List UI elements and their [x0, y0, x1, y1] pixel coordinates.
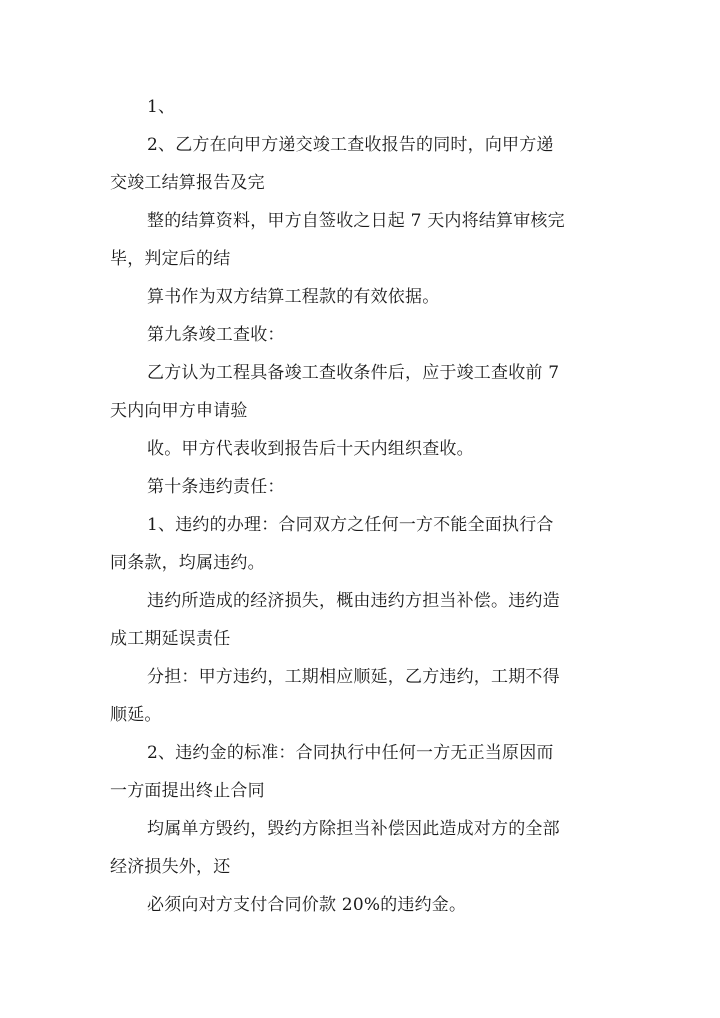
doc-line: 违约所造成的经济损失，概由违约方担当补偿。违约造	[147, 591, 560, 611]
doc-line: 天内向甲方申请验	[110, 401, 248, 421]
doc-line: 均属单方毁约，毁约方除担当补偿因此造成对方的全部	[147, 819, 560, 839]
doc-line: 同条款，均属违约。	[110, 553, 265, 573]
doc-line: 整的结算资料，甲方自签收之日起 7 天内将结算审核完	[147, 211, 565, 231]
doc-line: 必须向对方支付合同价款 20%的违约金。	[147, 895, 467, 915]
doc-line: 乙方认为工程具备竣工查收条件后，应于竣工查收前 7	[147, 363, 560, 383]
doc-line: 1、违约的办理：合同双方之任何一方不能全面执行合	[147, 515, 554, 535]
doc-line: 1、	[147, 97, 176, 117]
doc-line: 收。甲方代表收到报告后十天内组织查收。	[147, 439, 474, 459]
doc-line: 2、乙方在向甲方递交竣工查收报告的同时，向甲方递	[147, 135, 554, 155]
doc-line: 经济损失外，还	[110, 857, 231, 877]
section-heading: 第九条竣工查收：	[147, 325, 285, 345]
doc-line: 毕，判定后的结	[110, 249, 231, 269]
doc-line: 2、违约金的标准：合同执行中任何一方无正当原因而	[147, 743, 554, 763]
doc-line: 算书作为双方结算工程款的有效依据。	[147, 287, 440, 307]
doc-line: 一方面提出终止合同	[110, 781, 265, 801]
doc-line: 分担：甲方违约，工期相应顺延，乙方违约，工期不得	[147, 667, 560, 687]
section-heading: 第十条违约责任：	[147, 477, 285, 497]
doc-line: 成工期延误责任	[110, 629, 231, 649]
doc-line: 交竣工结算报告及完	[110, 173, 265, 193]
doc-line: 顺延。	[110, 705, 162, 725]
